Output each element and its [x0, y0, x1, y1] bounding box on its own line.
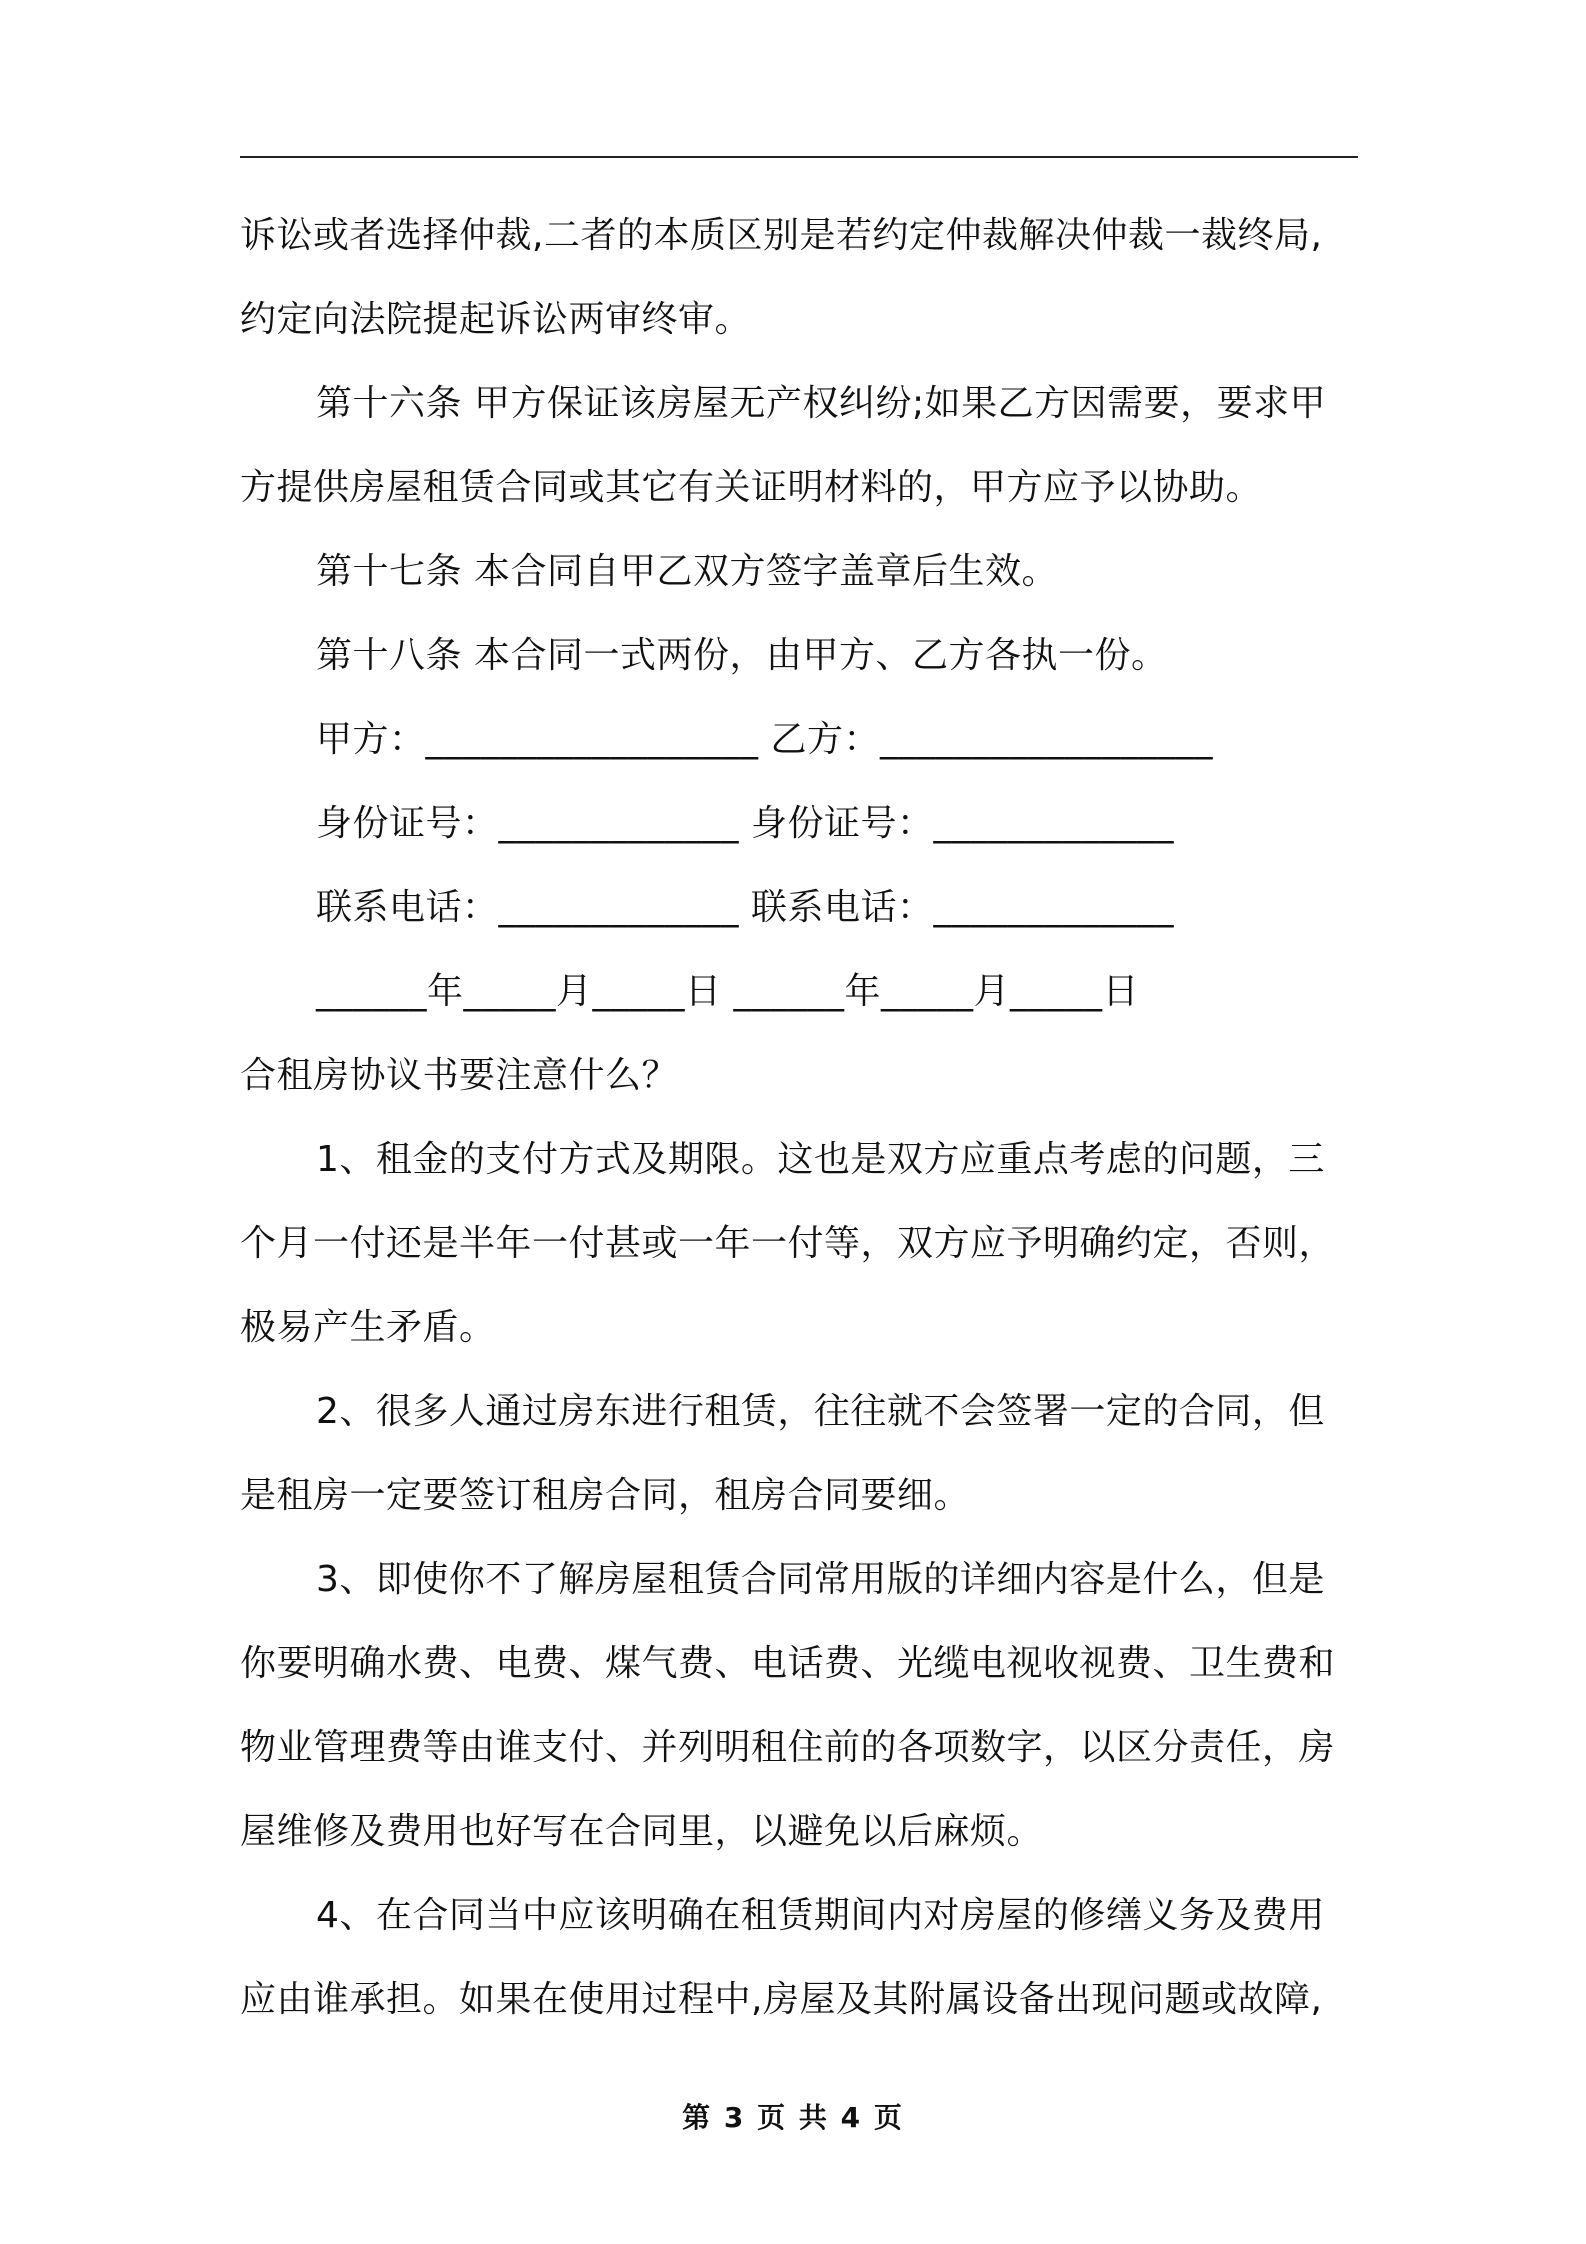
text-line: 是租房一定要签订租房合同，租房合同要细。 [240, 1475, 971, 1516]
signature-party-line: 甲方：__________________ 乙方：__________________ [316, 719, 1213, 760]
article-18-line: 第十八条 本合同一式两份，由甲方、乙方各执一份。 [316, 635, 1168, 676]
text-line: 屋维修及费用也好写在合同里，以避免以后麻烦。 [240, 1811, 1044, 1852]
text-line: 应由谁承担。如果在使用过程中,房屋及其附属设备出现问题或故障, [240, 1979, 1323, 2020]
text-line: 方提供房屋租赁合同或其它有关证明材料的，甲方应予以协助。 [240, 467, 1263, 508]
text-line: 物业管理费等由谁支付、并列明租住前的各项数字，以区分责任，房 [240, 1727, 1336, 1768]
page-number: 第 3 页 共 4 页 [682, 2101, 904, 2134]
section-heading: 合租房协议书要注意什么？ [240, 1055, 679, 1096]
text-line: 约定向法院提起诉讼两审终审。 [240, 299, 752, 340]
date-line: ______年_____月_____日 ______年_____月_____日 [316, 971, 1139, 1012]
document-body [240, 200, 1360, 2048]
phone-line: 联系电话：_____________ 联系电话：_____________ [316, 887, 1174, 928]
header-rule [240, 156, 1358, 158]
article-16-line: 第十六条 甲方保证该房屋无产权纠纷;如果乙方因需要，要求甲 [316, 383, 1327, 424]
point-1-line: 1、租金的支付方式及期限。这也是双方应重点考虑的问题，三 [316, 1139, 1325, 1180]
point-3-line: 3、即使你不了解房屋租赁合同常用版的详细内容是什么，但是 [316, 1559, 1325, 1600]
point-2-line: 2、很多人通过房东进行租赁，往往就不会签署一定的合同，但 [316, 1391, 1325, 1432]
id-number-line: 身份证号：_____________ 身份证号：_____________ [316, 803, 1174, 844]
text-line: 极易产生矛盾。 [240, 1307, 496, 1348]
text-line: 个月一付还是半年一付甚或一年一付等，双方应予明确约定，否则， [240, 1223, 1336, 1264]
text-line: 诉讼或者选择仲裁,二者的本质区别是若约定仲裁解决仲裁一裁终局, [240, 215, 1323, 256]
point-4-line: 4、在合同当中应该明确在租赁期间内对房屋的修缮义务及费用 [316, 1895, 1325, 1936]
text-line: 你要明确水费、电费、煤气费、电话费、光缆电视收视费、卫生费和 [240, 1643, 1336, 1684]
article-17-line: 第十七条 本合同自甲乙双方签字盖章后生效。 [316, 551, 1058, 592]
